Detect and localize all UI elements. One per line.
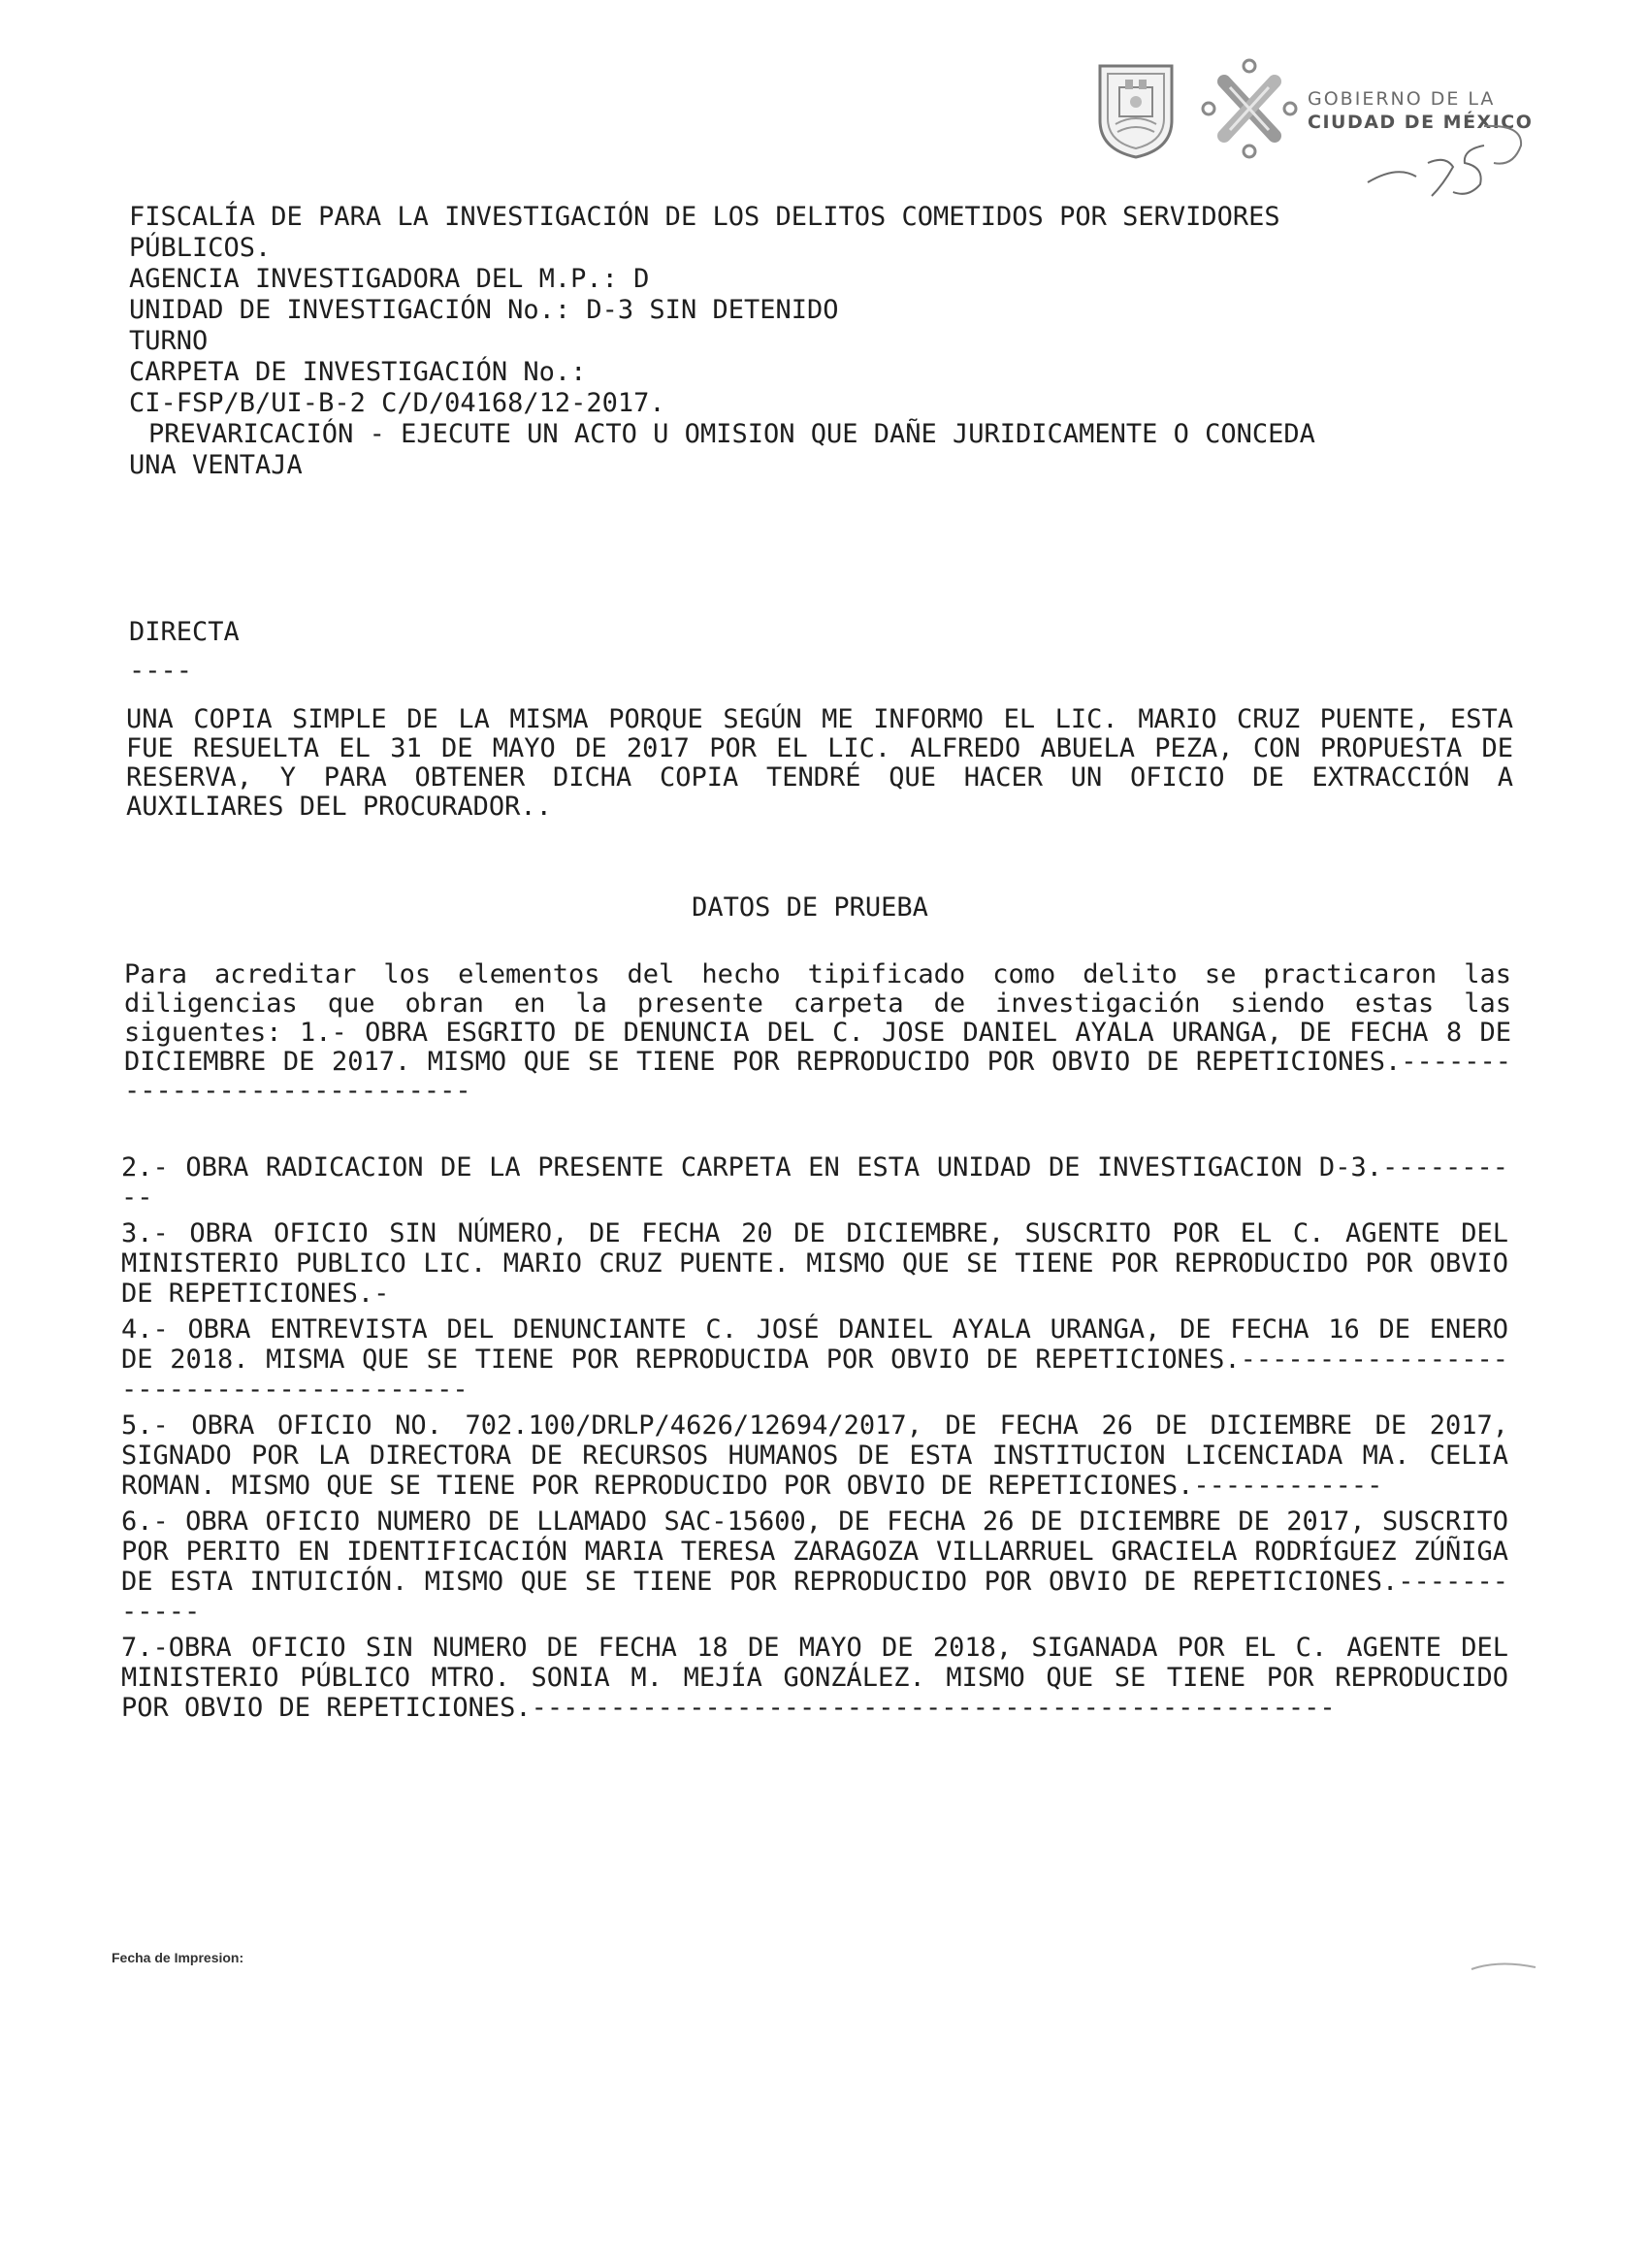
header-line-5: TURNO bbox=[129, 326, 209, 356]
datos-de-prueba-title: DATOS DE PRUEBA bbox=[692, 892, 928, 923]
directa-paragraph: UNA COPIA SIMPLE DE LA MISMA PORQUE SEGÚN ME INFORMO EL LIC. MARIO CRUZ PUENTE, ESTA FUE RESUELTA EL 31 DE MAYO DE 2017 POR EL LIC. ALFREDO ABUELA PEZA, CON PROPUESTA DE RESERVA, Y PARA OBTENER DICHA COPIA TENDRÉ QUE HACER UN OFICIO DE EXTRACCIÓN A AUXILIARES DEL PROCURADOR.. bbox=[126, 704, 1513, 822]
directa-label: DIRECTA bbox=[129, 617, 240, 647]
coat-of-arms-icon bbox=[1096, 60, 1176, 159]
government-line-1: GOBIERNO DE LA bbox=[1308, 88, 1496, 110]
header-line-4: UNIDAD DE INVESTIGACIÓN No.: D-3 SIN DETENIDO bbox=[129, 295, 839, 325]
header-line-1: FISCALÍA DE PARA LA INVESTIGACIÓN DE LOS DELITOS COMETIDOS POR SERVIDORES bbox=[129, 202, 1280, 232]
header-line-8: PREVARICACIÓN - EJECUTE UN ACTO U OMISION QUE DAÑE JURIDICAMENTE O CONCEDA bbox=[148, 419, 1315, 449]
datos-intro bbox=[124, 960, 1511, 1106]
case-header bbox=[129, 202, 1487, 481]
directa-dashes: ---- bbox=[129, 656, 193, 686]
header-line-7: CI-FSP/B/UI-B-2 C/D/04168/12-2017. bbox=[129, 388, 665, 418]
list-item: 3.- OBRA OFICIO SIN NÚMERO, DE FECHA 20 DE DICIEMBRE, SUSCRITO POR EL C. AGENTE DEL MINISTERIO PUBLICO LIC. MARIO CRUZ PUENTE. MISMO QUE SE TIENE POR REPRODUCIDO POR OBVIO DE REPETICIONES.- bbox=[121, 1218, 1508, 1309]
header-line-2: PÚBLICOS. bbox=[129, 233, 272, 263]
list-item: 6.- OBRA OFICIO NUMERO DE LLAMADO SAC-15600, DE FECHA 26 DE DICIEMBRE DE 2017, SUSCRITO POR PERITO EN IDENTIFICACIÓN MARIA TERESA ZARAGOZA VILLARRUEL GRACIELA RODRÍGUEZ ZÚÑIGA DE ESTA INTUICIÓN. MISMO QUE SE TIENE POR REPRODUCIDO POR OBVIO DE REPETICIONES.------------ bbox=[121, 1507, 1508, 1627]
corner-mark-icon bbox=[1470, 1958, 1537, 1973]
government-line-2: CIUDAD DE MÉXICO bbox=[1308, 112, 1534, 133]
evidence-list bbox=[121, 1152, 1508, 1729]
list-item: 5.- OBRA OFICIO NO. 702.100/DRLP/4626/12694/2017, DE FECHA 26 DE DICIEMBRE DE 2017, SIGNADO POR LA DIRECTORA DE RECURSOS HUMANOS DE ESTA INSTITUCION LICENCIADA MA. CELIA ROMAN. MISMO QUE SE TIENE POR REPRODUCIDO POR OBVIO DE REPETICIONES.------------ bbox=[121, 1410, 1508, 1501]
header-line-9: UNA VENTAJA bbox=[129, 450, 303, 480]
datos-intro-paragraph: Para acreditar los elementos del hecho tipificado como delito se practicaron las diligencias que obran en la presente carpeta de investigación siendo estas las siguentes: 1.- OBRA ESGRITO DE DENUNCIA DEL C. JOSE DANIEL AYALA URANGA, DE FECHA 8 DE DICIEMBRE DE 2017. MISMO QUE SE TIENE POR REPRODUCIDO POR OBVIO DE REPETICIONES.----------------------------- bbox=[124, 959, 1511, 1106]
list-item: 7.-OBRA OFICIO SIN NUMERO DE FECHA 18 DE MAYO DE 2018, SIGANADA POR EL C. AGENTE DEL MINISTERIO PÚBLICO MTRO. SONIA M. MEJÍA GONZÁLEZ. MISMO QUE SE TIENE POR REPRODUCIDO POR OBVIO DE REPETICIONES.--------------------------------------------------- bbox=[121, 1633, 1508, 1723]
list-item: 4.- OBRA ENTREVISTA DEL DENUNCIANTE C. JOSÉ DANIEL AYALA URANGA, DE FECHA 16 DE ENERO DE 2018. MISMA QUE SE TIENE POR REPRODUCIDA POR OBVIO DE REPETICIONES.--------------------------------------- bbox=[121, 1314, 1508, 1405]
header-line-3: AGENCIA INVESTIGADORA DEL M.P.: D bbox=[129, 264, 650, 294]
print-date-label: Fecha de Impresion: bbox=[112, 1950, 244, 1965]
list-item: 2.- OBRA RADICACION DE LA PRESENTE CARPETA EN ESTA UNIDAD DE INVESTIGACION D-3.---------- bbox=[121, 1152, 1508, 1213]
cdmx-logo-icon bbox=[1201, 58, 1298, 159]
directa-text bbox=[126, 705, 1513, 822]
header-line-6: CARPETA DE INVESTIGACIÓN No.: bbox=[129, 357, 587, 387]
handwritten-mark-icon bbox=[1339, 107, 1533, 213]
